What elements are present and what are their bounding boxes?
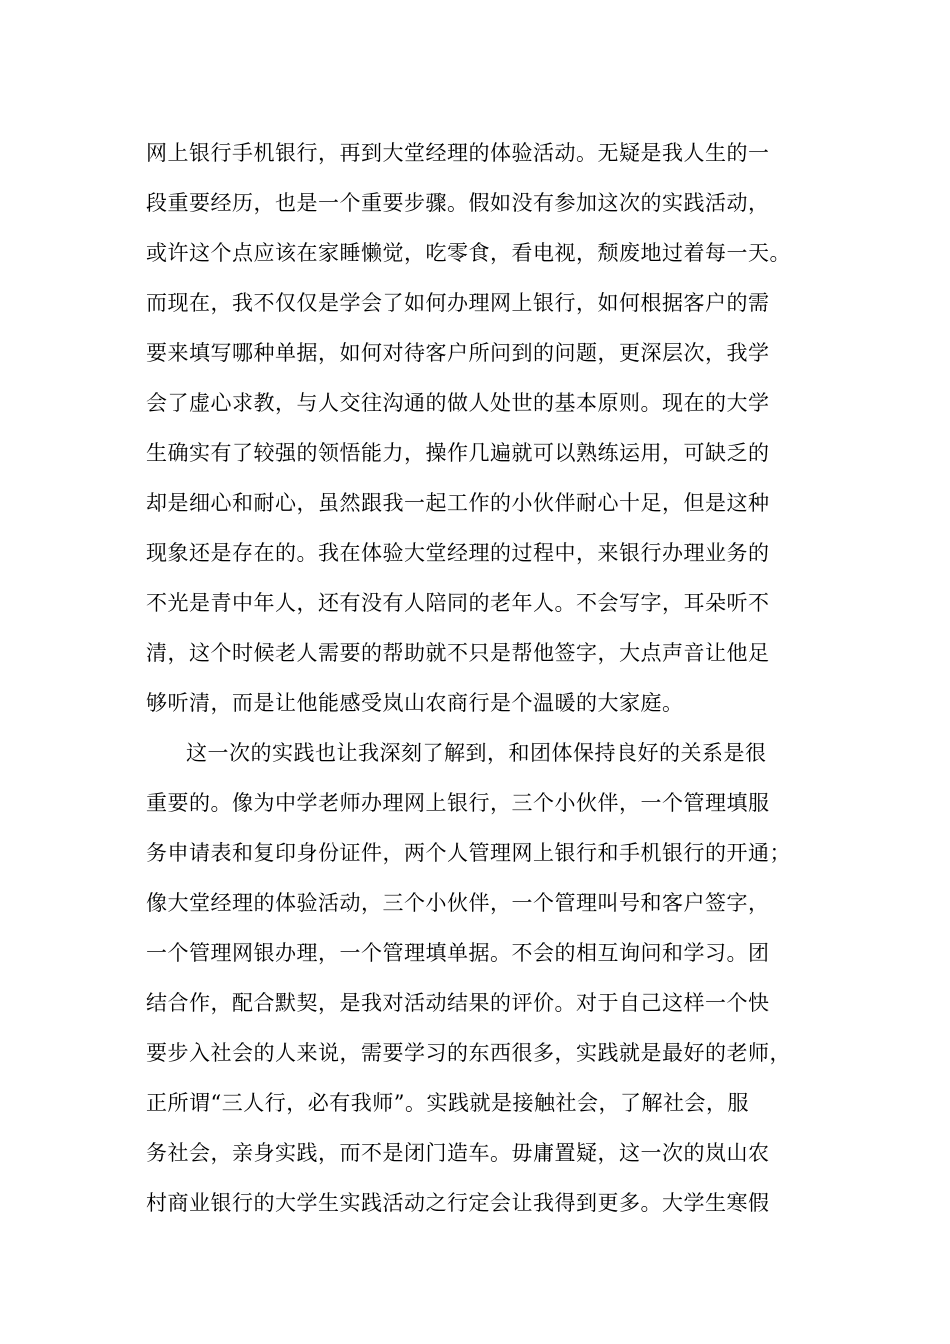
text-line: 够听清，而是让他能感受岚山农商行是个温暖的大家庭。 xyxy=(146,691,684,715)
text-line: 网上银行手机银行，再到大堂经理的体验活动。无疑是我人生的一 xyxy=(146,141,770,165)
text-line: 段重要经历，也是一个重要步骤。假如没有参加这次的实践活动， xyxy=(146,191,770,215)
text-line: 却是细心和耐心，虽然跟我一起工作的小伙伴耐心十足，但是这种 xyxy=(146,491,770,515)
text-line: 务申请表和复印身份证件，两个人管理网上银行和手机银行的开通； xyxy=(146,841,791,865)
text-line: 会了虚心求教，与人交往沟通的做人处世的基本原则。现在的大学 xyxy=(146,391,770,415)
text-line: 像大堂经理的体验活动，三个小伙伴，一个管理叫号和客户签字， xyxy=(146,891,770,915)
text-line: 务社会，亲身实践，而不是闭门造车。毋庸置疑，这一次的岚山农 xyxy=(146,1141,770,1165)
text-line: 重要的。像为中学老师办理网上银行，三个小伙伴，一个管理填服 xyxy=(146,791,770,815)
paragraph-1 xyxy=(146,128,836,728)
document-body xyxy=(146,128,836,1228)
text-line: 要来填写哪种单据，如何对待客户所问到的问题，更深层次，我学 xyxy=(146,341,770,365)
text-line: 不光是青中年人，还有没有人陪同的老年人。不会写字，耳朵听不 xyxy=(146,591,770,615)
paragraph-2 xyxy=(146,728,836,1228)
text-line: 清，这个时候老人需要的帮助就不只是帮他签字，大点声音让他足 xyxy=(146,641,770,665)
text-line: 一个管理网银办理，一个管理填单据。不会的相互询问和学习。团 xyxy=(146,941,770,965)
text-line: 村商业银行的大学生实践活动之行定会让我得到更多。大学生寒假 xyxy=(146,1191,770,1215)
text-line: 这一次的实践也让我深刻了解到，和团体保持良好的关系是很 xyxy=(186,741,767,765)
text-line: 而现在，我不仅仅是学会了如何办理网上银行，如何根据客户的需 xyxy=(146,291,770,315)
text-line: 正所谓“三人行，必有我师”。实践就是接触社会，了解社会，服 xyxy=(146,1091,749,1115)
text-line: 现象还是存在的。我在体验大堂经理的过程中，来银行办理业务的 xyxy=(146,541,770,565)
text-line: 生确实有了较强的领悟能力，操作几遍就可以熟练运用，可缺乏的 xyxy=(146,441,770,465)
text-line: 要步入社会的人来说，需要学习的东西很多，实践就是最好的老师， xyxy=(146,1041,791,1065)
text-line: 或许这个点应该在家睡懒觉，吃零食，看电视，颓废地过着每一天。 xyxy=(146,241,791,265)
text-line: 结合作，配合默契，是我对活动结果的评价。对于自己这样一个快 xyxy=(146,991,770,1015)
